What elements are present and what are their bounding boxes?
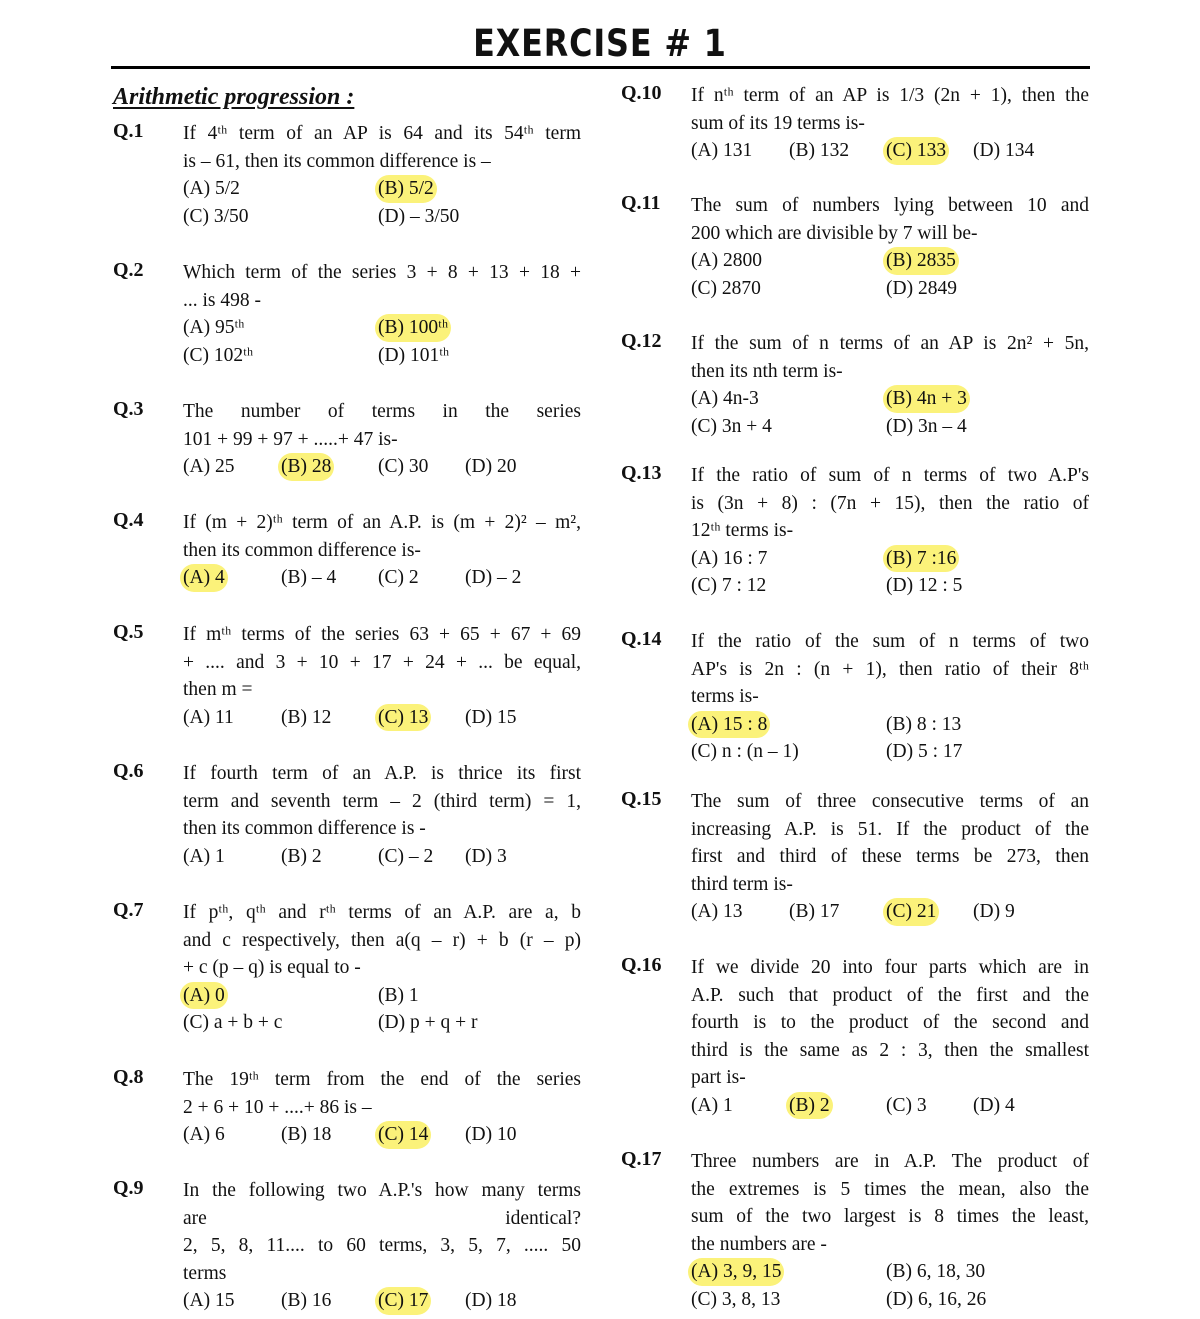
- highlighted-answer-option[interactable]: (A) 3, 9, 15: [688, 1258, 784, 1286]
- answer-option[interactable]: (A) 5/2: [183, 178, 240, 199]
- question-text-line: If mᵗʰ terms of the series 63 + 65 + 67 + 69: [183, 624, 581, 645]
- option-row: [691, 572, 1089, 600]
- question-number: Q.3: [113, 398, 144, 420]
- answer-option[interactable]: (B) 132: [789, 140, 850, 161]
- question-text-line: If the ratio of sum of n terms of two A.P's: [691, 465, 1089, 486]
- question-text-line: Three numbers are in A.P. The product of: [691, 1151, 1089, 1172]
- question-text-line: 101 + 99 + 97 + .....+ 47 is-: [183, 428, 398, 450]
- question-text-line: The sum of numbers lying between 10 and: [691, 195, 1089, 216]
- option-row: [691, 711, 1089, 739]
- question-text-line: A.P. such that product of the first and the: [691, 984, 1089, 1006]
- option-row: [691, 1092, 1089, 1120]
- question-body: [691, 1148, 1089, 1313]
- answer-option[interactable]: (C) 2: [378, 567, 419, 588]
- answer-option[interactable]: (D) 20: [465, 456, 517, 477]
- answer-option[interactable]: (C) 3/50: [183, 205, 249, 227]
- answer-option[interactable]: (D) 134: [973, 140, 1035, 161]
- question-body: [183, 1177, 581, 1315]
- answer-option[interactable]: (A) 4n-3: [691, 388, 759, 409]
- question-text-line: + .... and 3 + 10 + 17 + 24 + ... be equal,: [183, 651, 581, 673]
- option-row: [183, 314, 581, 342]
- question-text-line: third term is-: [691, 873, 793, 895]
- answer-option[interactable]: (A) 25: [183, 456, 235, 477]
- option-row: [183, 342, 581, 370]
- option-row: [691, 247, 1089, 275]
- question-text-line: 200 which are divisible by 7 will be-: [691, 222, 978, 244]
- question-text-line: the extremes is 5 times the mean, also the: [691, 1178, 1089, 1200]
- answer-option[interactable]: (C) a + b + c: [183, 1012, 283, 1033]
- answer-options: [183, 175, 581, 230]
- option-row: [183, 1009, 581, 1037]
- question-text-line: ... is 498 -: [183, 289, 261, 311]
- question-text-line: increasing A.P. is 51. If the product of the: [691, 818, 1089, 840]
- question-text-line: the numbers are -: [691, 1233, 827, 1255]
- question-text-line: 2 + 6 + 10 + ....+ 86 is –: [183, 1096, 372, 1118]
- answer-option[interactable]: (A) 2800: [691, 250, 762, 271]
- answer-option[interactable]: (A) 11: [183, 706, 234, 728]
- question-body: [691, 330, 1089, 440]
- question-text-line: If (m + 2)ᵗʰ term of an A.P. is (m + 2)² – m²,: [183, 512, 581, 533]
- highlighted-answer-option[interactable]: (B) 2: [786, 1092, 833, 1120]
- question-number: Q.8: [113, 1066, 144, 1088]
- question-number: Q.9: [113, 1177, 144, 1199]
- answer-option[interactable]: (D) 101ᵗʰ: [378, 344, 450, 366]
- option-row: [691, 898, 1089, 926]
- question-text-line: The 19ᵗʰ term from the end of the series: [183, 1069, 581, 1090]
- question-text-line: is (3n + 8) : (7n + 15), then the ratio of: [691, 492, 1089, 514]
- question-text-line: If pᵗʰ, qᵗʰ and rᵗʰ terms of an A.P. are a, b: [183, 902, 581, 923]
- question-body: [183, 398, 581, 481]
- page-title: EXERCISE # 1: [473, 22, 727, 65]
- option-row: [691, 1258, 1089, 1286]
- answer-option[interactable]: (A) 131: [691, 140, 753, 161]
- question-text-line: If we divide 20 into four parts which are in: [691, 957, 1089, 978]
- answer-option[interactable]: (A) 95ᵗʰ: [183, 317, 245, 338]
- question-text-line: In the following two A.P.'s how many terms: [183, 1180, 581, 1201]
- answer-options: [691, 385, 1089, 440]
- question-text-line: terms is-: [691, 686, 759, 707]
- question-body: [183, 1066, 581, 1149]
- question-body: [691, 192, 1089, 302]
- question-number: Q.13: [621, 462, 662, 484]
- highlighted-answer-option[interactable]: (B) 5/2: [375, 175, 437, 203]
- answer-option[interactable]: (D) 12 : 5: [886, 575, 963, 596]
- question-text-line: first and third of these terms be 273, then: [691, 846, 1089, 867]
- question-body: [183, 120, 581, 230]
- answer-option[interactable]: (C) 30: [378, 456, 429, 477]
- question-text-line: + c (p – q) is equal to -: [183, 957, 361, 978]
- answer-options: [183, 1121, 581, 1149]
- option-row: [691, 413, 1089, 441]
- question-text-line: then m =: [183, 679, 253, 700]
- question-text-line: If nᵗʰ term of an AP is 1/3 (2n + 1), then the: [691, 85, 1089, 106]
- option-row: [691, 738, 1089, 766]
- question-body: [183, 899, 581, 1037]
- question-text-line: 12ᵗʰ terms is-: [691, 520, 794, 541]
- answer-options: [183, 843, 581, 871]
- option-row: [183, 453, 581, 481]
- question-text-line: The sum of three consecutive terms of an: [691, 791, 1089, 812]
- question-text-line: If fourth term of an A.P. is thrice its first: [183, 763, 581, 784]
- option-row: [183, 175, 581, 203]
- answer-option[interactable]: (B) 18: [281, 1124, 332, 1145]
- answer-option[interactable]: (D) 18: [465, 1290, 517, 1311]
- answer-option[interactable]: (D) – 3/50: [378, 205, 460, 227]
- answer-option[interactable]: (B) 17: [789, 901, 840, 922]
- question-body: [183, 760, 581, 870]
- question-text-line: If 4ᵗʰ term of an AP is 64 and its 54ᵗʰ term: [183, 123, 581, 144]
- question-body: [183, 509, 581, 592]
- option-row: [183, 564, 581, 592]
- answer-option[interactable]: (A) 16 : 7: [691, 547, 768, 569]
- highlighted-answer-option[interactable]: (B) 4n + 3: [883, 385, 970, 413]
- question-text-line: sum of its 19 terms is-: [691, 112, 865, 134]
- question-text-line: terms: [183, 1262, 227, 1284]
- option-row: [183, 704, 581, 732]
- answer-option[interactable]: (D) 4: [973, 1094, 1015, 1116]
- option-row: [691, 275, 1089, 303]
- option-row: [691, 385, 1089, 413]
- answer-options: [691, 1258, 1089, 1313]
- question-number: Q.4: [113, 509, 144, 531]
- answer-option[interactable]: (D) 15: [465, 706, 517, 728]
- question-text-line: is – 61, then its common difference is –: [183, 150, 491, 172]
- answer-options: [183, 564, 581, 592]
- answer-option[interactable]: (D) – 2: [465, 567, 522, 588]
- question-number: Q.10: [621, 82, 662, 104]
- question-number: Q.15: [621, 788, 662, 810]
- highlighted-answer-option[interactable]: (C) 14: [375, 1121, 431, 1149]
- answer-option[interactable]: (B) 6, 18, 30: [886, 1261, 986, 1282]
- answer-option[interactable]: (A) 1: [691, 1094, 733, 1116]
- answer-option[interactable]: (B) 8 : 13: [886, 713, 962, 735]
- answer-option[interactable]: (B) – 4: [281, 567, 337, 588]
- question-text-line: then its nth term is-: [691, 360, 843, 382]
- highlighted-answer-option[interactable]: (C) 21: [883, 898, 939, 926]
- answer-option[interactable]: (D) 2849: [886, 277, 957, 299]
- answer-option[interactable]: (A) 13: [691, 901, 743, 922]
- answer-option[interactable]: (C) 3: [886, 1094, 927, 1116]
- highlighted-answer-option[interactable]: (A) 15 : 8: [688, 711, 770, 739]
- question-number: Q.7: [113, 899, 144, 921]
- highlighted-answer-option[interactable]: (B) 100ᵗʰ: [375, 314, 451, 342]
- answer-option[interactable]: (C) 102ᵗʰ: [183, 344, 254, 366]
- question-text-line: and c respectively, then a(q – r) + b (r – p): [183, 929, 581, 951]
- question-body: [183, 621, 581, 731]
- answer-option[interactable]: (B) 1: [378, 984, 419, 1006]
- answer-option[interactable]: (D) 10: [465, 1124, 517, 1145]
- answer-option[interactable]: (A) 6: [183, 1124, 225, 1145]
- answer-option[interactable]: (D) 6, 16, 26: [886, 1288, 987, 1310]
- answer-option[interactable]: (B) 16: [281, 1290, 332, 1311]
- answer-option[interactable]: (D) 9: [973, 901, 1015, 922]
- question-text-line: fourth is to the product of the second and: [691, 1012, 1089, 1033]
- question-text-line: The number of terms in the series: [183, 401, 581, 422]
- option-row: [183, 982, 581, 1010]
- answer-option[interactable]: (C) 2870: [691, 277, 761, 299]
- answer-options: [183, 314, 581, 369]
- answer-option[interactable]: (C) n : (n – 1): [691, 741, 799, 762]
- question-body: [691, 462, 1089, 600]
- title-divider: [111, 66, 1090, 69]
- question-number: Q.17: [621, 1148, 662, 1170]
- answer-options: [183, 1287, 581, 1315]
- option-row: [183, 843, 581, 871]
- question-number: Q.6: [113, 760, 144, 782]
- question-body: [691, 82, 1089, 165]
- answer-option[interactable]: (D) 3n – 4: [886, 415, 967, 437]
- answer-options: [691, 545, 1089, 600]
- question-text-line: If the ratio of the sum of n terms of two: [691, 631, 1089, 652]
- highlighted-answer-option[interactable]: (B) 7 :16: [883, 545, 959, 573]
- question-text-line: then its common difference is -: [183, 818, 426, 839]
- answer-option[interactable]: (C) – 2: [378, 845, 434, 867]
- answer-option[interactable]: (B) 12: [281, 706, 332, 728]
- question-body: [183, 259, 581, 369]
- answer-options: [691, 711, 1089, 766]
- question-text-line: Which term of the series 3 + 8 + 13 + 18 +: [183, 262, 581, 283]
- question-text-line: part is-: [691, 1067, 746, 1088]
- answer-option[interactable]: (C) 3, 8, 13: [691, 1288, 781, 1310]
- question-number: Q.14: [621, 628, 662, 650]
- question-number: Q.16: [621, 954, 662, 976]
- question-number: Q.12: [621, 330, 662, 352]
- highlighted-answer-option[interactable]: (A) 0: [180, 982, 228, 1010]
- question-text-line: term and seventh term – 2 (third term) = 1,: [183, 790, 581, 812]
- question-text-line: then its common difference is-: [183, 539, 421, 561]
- highlighted-answer-option[interactable]: (C) 13: [375, 704, 431, 732]
- question-text-line: If the sum of n terms of an AP is 2n² + 5n,: [691, 333, 1089, 354]
- option-row: [183, 203, 581, 231]
- question-number: Q.2: [113, 259, 144, 281]
- answer-options: [183, 453, 581, 481]
- question-text-line: 2, 5, 8, 11.... to 60 terms, 3, 5, 7, ..... 50: [183, 1235, 581, 1256]
- answer-option[interactable]: (B) 2: [281, 845, 322, 867]
- answer-option[interactable]: (D) 3: [465, 845, 507, 867]
- question-text-line: AP's is 2n : (n + 1), then ratio of their 8ᵗʰ: [691, 658, 1089, 680]
- answer-option[interactable]: (C) 7 : 12: [691, 575, 767, 596]
- answer-options: [183, 982, 581, 1037]
- question-body: [691, 788, 1089, 926]
- question-body: [691, 628, 1089, 766]
- answer-option[interactable]: (D) 5 : 17: [886, 741, 963, 762]
- option-row: [691, 137, 1089, 165]
- option-row: [691, 545, 1089, 573]
- highlighted-answer-option[interactable]: (B) 28: [278, 453, 334, 481]
- answer-options: [183, 704, 581, 732]
- answer-option[interactable]: (C) 3n + 4: [691, 415, 772, 437]
- highlighted-answer-option[interactable]: (B) 2835: [883, 247, 959, 275]
- answer-option[interactable]: (D) p + q + r: [378, 1012, 478, 1033]
- highlighted-answer-option[interactable]: (A) 4: [180, 564, 228, 592]
- option-row: [183, 1121, 581, 1149]
- highlighted-answer-option[interactable]: (C) 133: [883, 137, 949, 165]
- answer-options: [691, 898, 1089, 926]
- question-body: [691, 954, 1089, 1119]
- question-text-line: third is the same as 2 : 3, then the smallest: [691, 1039, 1089, 1061]
- highlighted-answer-option[interactable]: (C) 17: [375, 1287, 431, 1315]
- option-row: [691, 1286, 1089, 1314]
- answer-options: [691, 247, 1089, 302]
- answer-option[interactable]: (A) 1: [183, 845, 225, 867]
- question-number: Q.1: [113, 120, 144, 142]
- answer-options: [691, 1092, 1089, 1120]
- option-row: [183, 1287, 581, 1315]
- question-text-line: are identical?: [183, 1207, 581, 1229]
- question-text-line: sum of the two largest is 8 times the least,: [691, 1206, 1089, 1227]
- answer-options: [691, 137, 1089, 165]
- question-number: Q.11: [621, 192, 661, 214]
- section-heading: Arithmetic progression :: [113, 84, 355, 110]
- question-number: Q.5: [113, 621, 144, 643]
- answer-option[interactable]: (A) 15: [183, 1290, 235, 1311]
